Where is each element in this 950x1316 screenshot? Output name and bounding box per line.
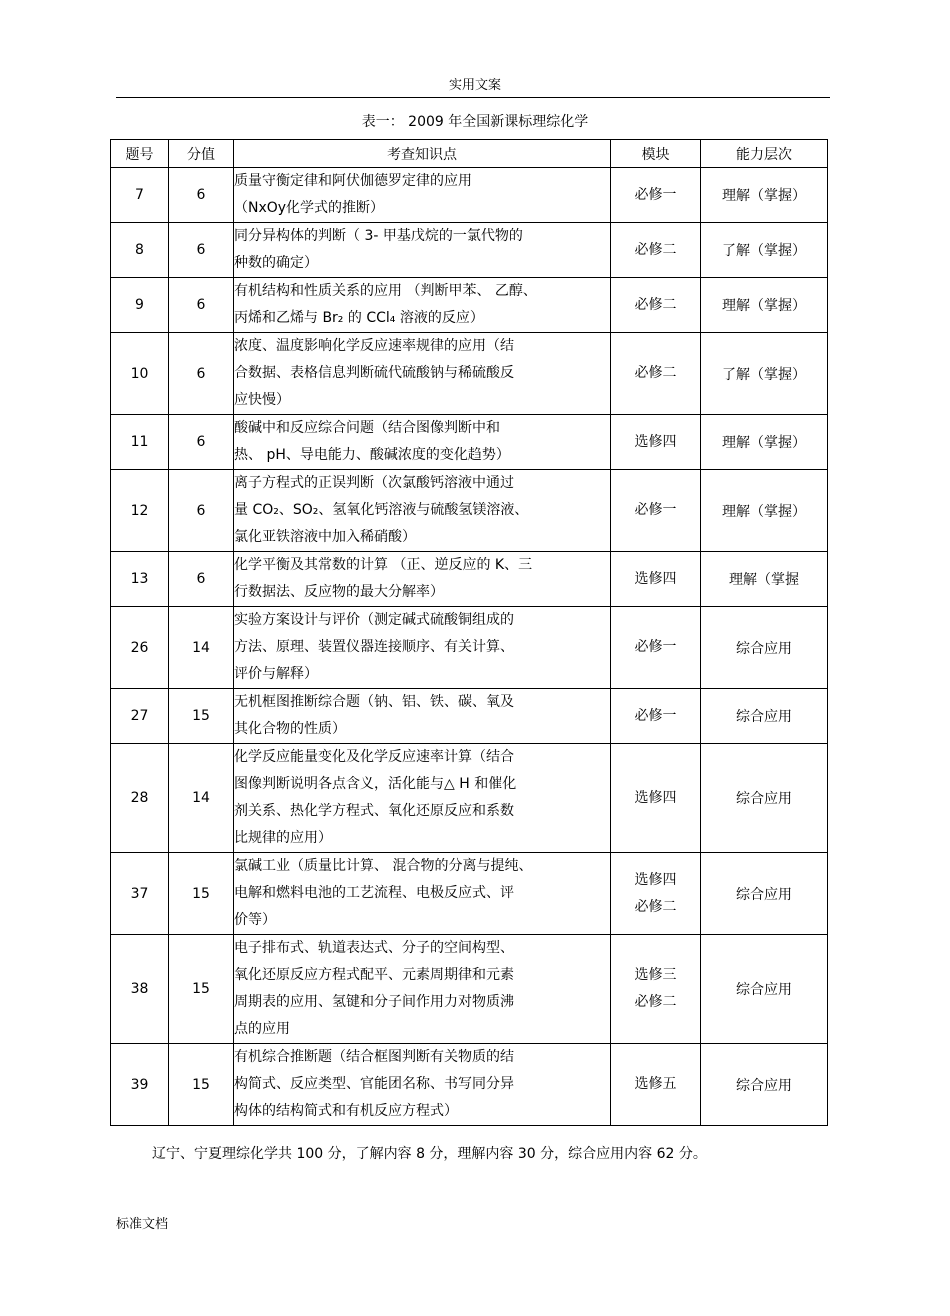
knowledge-line: 离子方程式的正误判断（次氯酸钙溶液中通过 (234, 475, 514, 491)
page-header: 实用文案 (448, 78, 501, 93)
knowledge-line: 构简式、反应类型、官能团名称、书写同分异 (234, 1076, 514, 1092)
table-row (111, 552, 828, 607)
knowledge-line: 电子排布式、轨道表达式、分子的空间构型、 (234, 940, 514, 956)
ability-level-cell: 了解（掌握） (701, 223, 828, 278)
table-row (111, 689, 828, 744)
module-line: 必修二 (634, 994, 677, 1010)
question-number-cell: 38 (111, 935, 169, 1044)
score-cell: 6 (169, 168, 234, 223)
module-cell (611, 689, 701, 744)
knowledge-cell (234, 935, 611, 1044)
module-line: 选修四 (634, 789, 677, 806)
knowledge-line: 化学反应能量变化及化学反应速率计算（结合 (234, 749, 514, 765)
exam-analysis-table (110, 139, 828, 1126)
score-cell: 15 (169, 853, 234, 935)
module-cell (611, 415, 701, 470)
question-number-cell: 11 (111, 415, 169, 470)
score-cell: 15 (169, 935, 234, 1044)
ability-level-cell: 综合应用 (701, 744, 828, 853)
question-number-cell: 28 (111, 744, 169, 853)
knowledge-cell (234, 278, 611, 333)
knowledge-line: 同分异构体的判断（ 3- 甲基戊烷的一氯代物的 (234, 228, 523, 244)
question-number-cell: 37 (111, 853, 169, 935)
question-number-cell: 13 (111, 552, 169, 607)
knowledge-cell (234, 168, 611, 223)
knowledge-cell (234, 415, 611, 470)
score-cell: 6 (169, 470, 234, 552)
knowledge-cell (234, 607, 611, 689)
ability-level-cell: 理解（掌握） (701, 470, 828, 552)
ability-level-cell: 了解（掌握） (701, 333, 828, 415)
module-cell (611, 853, 701, 935)
column-header-score: 分值 (169, 140, 234, 168)
knowledge-line: 价等） (234, 912, 276, 928)
knowledge-line: 电解和燃料电池的工艺流程、电极反应式、评 (234, 885, 514, 901)
knowledge-line: 应快慢） (234, 392, 290, 408)
module-cell (611, 223, 701, 278)
table-row (111, 853, 828, 935)
module-cell (611, 278, 701, 333)
module-cell (611, 935, 701, 1044)
column-header-module: 模块 (611, 140, 701, 168)
knowledge-line: 酸碱中和反应综合问题（结合图像判断中和 (234, 420, 500, 436)
page-footer: 标准文档 (116, 1217, 169, 1232)
knowledge-line: 行数据法、反应物的最大分解率） (234, 584, 444, 600)
knowledge-line: 氯化亚铁溶液中加入稀硝酸） (234, 529, 416, 545)
knowledge-line: 热、 pH、导电能力、酸碱浓度的变化趋势） (234, 447, 510, 463)
table-row (111, 223, 828, 278)
table-row (111, 278, 828, 333)
knowledge-line: 量 CO₂、SO₂、氢氧化钙溶液与硫酸氢镁溶液、 (234, 502, 529, 518)
table-header-row (111, 140, 828, 168)
table-title: 表一： 2009 年全国新课标理综化学 (361, 114, 589, 130)
ability-level-cell: 理解（掌握） (701, 415, 828, 470)
module-cell (611, 470, 701, 552)
score-cell: 14 (169, 744, 234, 853)
module-cell (611, 744, 701, 853)
knowledge-line: 周期表的应用、氢键和分子间作用力对物质沸 (234, 994, 514, 1010)
module-cell (611, 1044, 701, 1126)
knowledge-line: 无机框图推断综合题（钠、铝、铁、碳、氧及 (234, 694, 514, 710)
knowledge-cell (234, 853, 611, 935)
question-number-cell: 27 (111, 689, 169, 744)
knowledge-cell (234, 552, 611, 607)
module-line: 选修四 (634, 433, 677, 450)
knowledge-line: 质量守衡定律和阿伏伽德罗定律的应用 (234, 173, 472, 189)
module-cell (611, 333, 701, 415)
table-row (111, 415, 828, 470)
module-line: 必修二 (634, 898, 677, 915)
table-row (111, 470, 828, 552)
knowledge-line: 种数的确定） (234, 255, 318, 271)
question-number-cell: 8 (111, 223, 169, 278)
table-row (111, 168, 828, 223)
knowledge-line: 浓度、温度影响化学反应速率规律的应用（结 (234, 338, 514, 354)
knowledge-cell (234, 1044, 611, 1126)
score-cell: 15 (169, 1044, 234, 1126)
knowledge-line: 剂关系、热化学方程式、氧化还原反应和系数 (234, 803, 514, 819)
knowledge-line: 丙烯和乙烯与 Br₂ 的 CCl₄ 溶液的反应） (234, 310, 484, 326)
knowledge-line: 氧化还原反应方程式配平、元素周期律和元素 (234, 967, 514, 983)
knowledge-cell (234, 689, 611, 744)
module-line: 必修二 (634, 296, 677, 313)
ability-level-cell: 综合应用 (701, 935, 828, 1044)
module-line: 选修三 (634, 967, 677, 983)
question-number-cell: 9 (111, 278, 169, 333)
module-cell (611, 168, 701, 223)
module-line: 必修一 (634, 502, 677, 518)
knowledge-line: 点的应用 (234, 1021, 290, 1037)
ability-level-cell: 理解（掌握） (701, 278, 828, 333)
knowledge-line: 合数据、表格信息判断硫代硫酸钠与稀硫酸反 (234, 365, 514, 381)
header-divider (116, 97, 830, 98)
ability-level-cell: 综合应用 (701, 853, 828, 935)
table-row (111, 935, 828, 1044)
knowledge-line: 比规律的应用） (234, 830, 332, 846)
ability-level-cell: 理解（掌握） (701, 168, 828, 223)
score-cell: 6 (169, 333, 234, 415)
knowledge-line: 实验方案设计与评价（测定碱式硫酸铜组成的 (234, 612, 514, 628)
knowledge-line: 化学平衡及其常数的计算 （正、逆反应的 K、三 (234, 557, 533, 573)
score-cell: 15 (169, 689, 234, 744)
question-number-cell: 12 (111, 470, 169, 552)
knowledge-line: （NxOy化学式的推断） (234, 200, 385, 216)
knowledge-line: 方法、原理、装置仪器连接顺序、有关计算、 (234, 639, 514, 655)
module-line: 选修五 (634, 1076, 677, 1092)
question-number-cell: 39 (111, 1044, 169, 1126)
score-cell: 6 (169, 552, 234, 607)
knowledge-cell (234, 470, 611, 552)
column-header-level: 能力层次 (701, 140, 828, 168)
question-number-cell: 26 (111, 607, 169, 689)
knowledge-line: 图像判断说明各点含义，活化能与△ H 和催化 (234, 776, 517, 792)
module-line: 必修二 (634, 241, 677, 258)
score-cell: 6 (169, 223, 234, 278)
table-body (111, 168, 828, 1126)
score-cell: 6 (169, 415, 234, 470)
table-row (111, 744, 828, 853)
ability-level-cell: 理解（掌握 (701, 552, 828, 607)
table-row (111, 333, 828, 415)
column-header-number: 题号 (111, 140, 169, 168)
knowledge-line: 其化合物的性质） (234, 721, 346, 737)
knowledge-line: 有机综合推断题（结合框图判断有关物质的结 (234, 1049, 514, 1065)
table-row (111, 607, 828, 689)
module-line: 选修四 (634, 570, 677, 587)
module-line: 必修二 (634, 365, 677, 381)
score-cell: 14 (169, 607, 234, 689)
question-number-cell: 10 (111, 333, 169, 415)
knowledge-line: 有机结构和性质关系的应用 （判断甲苯、 乙醇、 (234, 283, 537, 299)
column-header-knowledge: 考查知识点 (234, 140, 611, 168)
knowledge-line: 氯碱工业（质量比计算、 混合物的分离与提纯、 (234, 858, 533, 874)
ability-level-cell: 综合应用 (701, 607, 828, 689)
module-line: 必修一 (634, 186, 677, 203)
knowledge-line: 构体的结构简式和有机反应方程式） (234, 1103, 458, 1119)
question-number-cell: 7 (111, 168, 169, 223)
knowledge-line: 评价与解释） (234, 666, 318, 682)
module-line: 必修一 (634, 639, 677, 655)
module-cell (611, 607, 701, 689)
score-summary: 辽宁、宁夏理综化学共 100 分，了解内容 8 分，理解内容 30 分，综合应用内容 62 分。 (152, 1146, 707, 1162)
module-line: 选修四 (634, 871, 677, 888)
knowledge-cell (234, 223, 611, 278)
table-row (111, 1044, 828, 1126)
score-cell: 6 (169, 278, 234, 333)
ability-level-cell: 综合应用 (701, 1044, 828, 1126)
module-line: 必修一 (634, 707, 677, 724)
ability-level-cell: 综合应用 (701, 689, 828, 744)
knowledge-cell (234, 333, 611, 415)
knowledge-cell (234, 744, 611, 853)
module-cell (611, 552, 701, 607)
